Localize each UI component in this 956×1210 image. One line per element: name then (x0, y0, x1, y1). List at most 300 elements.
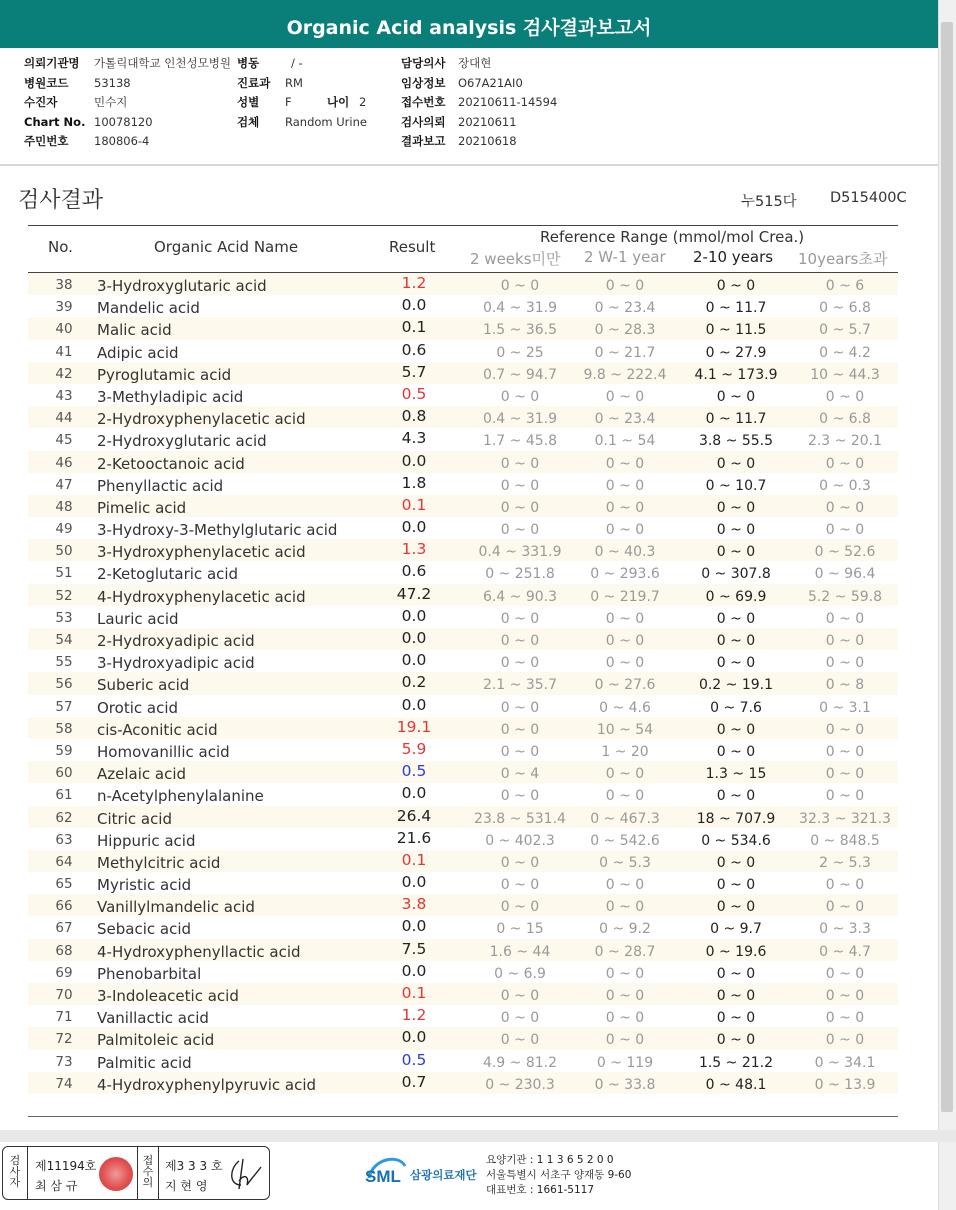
age-label: 나이 (327, 95, 350, 109)
row-range-2-10y: 0 ~ 0 (716, 965, 756, 982)
info-value: 20210618 (458, 134, 517, 148)
row-range-2w-1y: 0 ~ 0 (605, 877, 645, 894)
foundation-name: 삼광의료재단 (410, 1168, 477, 1182)
row-result: 0.0 (401, 917, 427, 936)
row-range-2w-1y: 1 ~ 20 (601, 743, 649, 760)
row-range-10y: 0 ~ 0 (825, 455, 865, 472)
scrollbar-thumb[interactable] (941, 22, 953, 1112)
row-range-10y: 0 ~ 0 (825, 899, 865, 916)
report-title-bar (0, 0, 938, 48)
patient-info-col2 (237, 54, 367, 132)
row-range-2-10y: 18 ~ 707.9 (696, 810, 776, 827)
row-no: 67 (55, 920, 73, 937)
table-row (28, 584, 898, 606)
table-row (28, 894, 898, 916)
row-acid-name: 3-Hydroxyphenylacetic acid (97, 543, 306, 562)
row-range-2weeks: 0 ~ 0 (500, 877, 540, 894)
row-range-2w-1y: 9.8 ~ 222.4 (583, 366, 667, 383)
row-range-2weeks: 1.5 ~ 36.5 (482, 322, 558, 339)
row-no: 62 (55, 809, 73, 826)
row-range-2w-1y: 0 ~ 542.6 (590, 832, 660, 849)
row-range-2w-1y: 0 ~ 4.6 (599, 699, 651, 716)
row-range-2w-1y: 0 ~ 0 (605, 788, 645, 805)
row-range-10y: 0 ~ 0 (825, 522, 865, 539)
table-row (28, 606, 898, 628)
row-acid-name: 3-Methyladipic acid (97, 387, 244, 406)
examiner-license: 제11194호 (35, 1159, 97, 1173)
row-result: 0.0 (401, 629, 427, 647)
row-no: 72 (55, 1031, 73, 1048)
info-value: 10078120 (94, 114, 153, 129)
info-label: 검체 (237, 114, 260, 129)
row-range-2w-1y: 0 ~ 0 (605, 899, 645, 916)
table-row (28, 783, 898, 805)
row-range-2weeks: 0 ~ 0 (500, 988, 540, 1004)
row-acid-name: Suberic acid (97, 676, 190, 695)
table-row (28, 428, 898, 450)
row-range-10y: 0 ~ 0 (825, 388, 865, 405)
age-value: 2 (359, 95, 367, 109)
row-acid-name: n-Acetylphenylalanine (97, 787, 264, 806)
info-value: / - (291, 56, 303, 70)
row-no: 65 (55, 876, 73, 893)
info-value: F (285, 95, 292, 109)
table-row (28, 872, 898, 894)
row-acid-name: 3-Indoleacetic acid (97, 987, 239, 1005)
row-range-2weeks: 0 ~ 0 (500, 699, 540, 716)
row-no: 47 (55, 476, 73, 493)
row-range-2w-1y: 0.1 ~ 54 (594, 433, 656, 450)
row-result: 47.2 (396, 584, 432, 603)
row-range-2w-1y: 0 ~ 27.6 (594, 677, 656, 694)
row-result: 0.5 (401, 1050, 427, 1069)
row-range-10y: 0 ~ 0.3 (819, 477, 871, 494)
row-range-2-10y: 0 ~ 11.5 (705, 322, 767, 339)
row-no: 57 (55, 698, 73, 715)
row-no: 64 (55, 853, 73, 870)
sign-divider (27, 1147, 28, 1199)
row-range-2w-1y: 0 ~ 28.3 (594, 322, 656, 339)
row-no: 44 (55, 410, 73, 427)
row-range-10y: 0 ~ 6.8 (819, 411, 871, 428)
table-row (28, 717, 898, 739)
row-no: 52 (55, 587, 73, 604)
table-row (28, 451, 898, 473)
row-range-2w-1y: 0 ~ 0 (605, 1010, 645, 1027)
header-range-2w-1y: 2 W-1 year (584, 248, 666, 266)
row-acid-name: cis-Aconitic acid (97, 720, 218, 739)
row-range-2w-1y: 0 ~ 0 (605, 766, 645, 783)
row-no: 54 (55, 632, 73, 648)
row-no: 53 (55, 609, 73, 626)
doctor-license: 제3 3 3 호 (165, 1159, 223, 1173)
row-range-2weeks: 4.9 ~ 81.2 (482, 1054, 558, 1071)
examiner-name: 최 삼 규 (35, 1179, 78, 1193)
row-range-2-10y: 0 ~ 0 (716, 788, 756, 805)
row-range-2weeks: 0 ~ 0 (500, 610, 540, 627)
row-range-2weeks: 0 ~ 0 (500, 743, 540, 760)
row-acid-name: Palmitic acid (97, 1053, 192, 1072)
row-range-10y: 2 ~ 5.3 (819, 854, 871, 871)
header-name: Organic Acid Name (154, 238, 299, 256)
row-no: 48 (55, 498, 73, 515)
row-no: 41 (55, 343, 73, 360)
test-code-korean: 누515다 (741, 194, 797, 210)
row-range-10y: 0 ~ 52.6 (814, 544, 876, 561)
row-result: 26.4 (396, 806, 432, 825)
patient-info-col3 (401, 54, 557, 152)
info-value: 민수지 (94, 95, 128, 109)
row-result: 0.0 (401, 1028, 427, 1047)
logo-text: SML (365, 1167, 401, 1186)
table-row (28, 539, 898, 561)
info-value: 53138 (94, 75, 131, 90)
row-range-2w-1y: 10 ~ 54 (596, 721, 654, 738)
row-result: 0.6 (401, 562, 427, 581)
row-range-2weeks: 0.4 ~ 31.9 (482, 411, 558, 428)
table-row (28, 295, 898, 317)
signer-vertical-label-1 (9, 1155, 21, 1188)
row-range-10y: 0 ~ 13.9 (814, 1076, 876, 1093)
row-no: 45 (55, 432, 73, 449)
row-range-2-10y: 0 ~ 0 (716, 522, 756, 539)
sign-divider (137, 1147, 138, 1199)
row-range-2w-1y: 0 ~ 9.2 (599, 921, 651, 938)
row-range-2-10y: 0 ~ 0 (716, 610, 756, 627)
signature-box (2, 1146, 270, 1200)
row-acid-name: Vanillactic acid (97, 1009, 209, 1028)
row-no: 69 (55, 964, 73, 981)
row-range-2w-1y: 0 ~ 0 (605, 655, 645, 672)
table-row (28, 672, 898, 694)
row-range-2-10y: 0 ~ 19.6 (705, 943, 767, 960)
header-range-2-10y: 2-10 years (693, 248, 774, 266)
row-result: 0.0 (401, 296, 427, 315)
row-range-10y: 0 ~ 96.4 (814, 566, 876, 583)
row-result: 1.3 (401, 540, 427, 559)
info-value: 20210611 (458, 114, 517, 129)
row-acid-name: 2-Ketoglutaric acid (97, 565, 239, 584)
row-acid-name: Sebacic acid (97, 920, 192, 939)
row-acid-name: 4-Hydroxyphenyllactic acid (97, 942, 301, 961)
row-no: 51 (55, 565, 73, 582)
info-value: O67A21AI0 (458, 75, 523, 90)
row-result: 0.8 (401, 407, 427, 426)
row-acid-name: Citric acid (97, 809, 172, 828)
row-acid-name: Orotic acid (97, 698, 179, 717)
info-value: Random Urine (285, 114, 367, 129)
row-acid-name: Palmitoleic acid (97, 1031, 215, 1050)
row-acid-name: Azelaic acid (97, 765, 187, 784)
row-acid-name: Methylcitric acid (97, 853, 221, 872)
row-range-10y: 0 ~ 0 (825, 610, 865, 627)
results-table-body (28, 273, 898, 1094)
row-acid-name: 3-Hydroxyadipic acid (97, 654, 255, 673)
row-range-2weeks: 0 ~ 402.3 (485, 832, 555, 849)
row-no: 49 (55, 521, 73, 538)
row-acid-name: Myristic acid (97, 876, 192, 895)
table-row (28, 983, 898, 1005)
row-range-2w-1y: 0 ~ 0 (605, 455, 645, 472)
row-range-2-10y: 0 ~ 0 (716, 721, 756, 738)
row-acid-name: Lauric acid (97, 609, 179, 628)
row-range-2w-1y: 0 ~ 0 (605, 965, 645, 982)
row-range-2w-1y: 0 ~ 119 (596, 1054, 654, 1071)
row-range-2weeks: 0 ~ 0 (500, 655, 540, 672)
row-range-2w-1y: 0 ~ 33.8 (594, 1076, 656, 1093)
footer-line: 요양기관 : 1 1 3 6 5 2 0 0 (486, 1154, 614, 1166)
row-result: 0.0 (401, 784, 427, 803)
table-row (28, 1027, 898, 1049)
table-row (28, 961, 898, 983)
row-no: 66 (55, 898, 73, 915)
row-range-10y: 0 ~ 8 (825, 677, 865, 694)
row-range-2-10y: 0 ~ 0 (716, 1010, 756, 1027)
row-acid-name: 3-Hydroxyglutaric acid (97, 277, 267, 295)
info-label: 주민번호 (24, 134, 69, 148)
row-range-2weeks: 0 ~ 230.3 (485, 1076, 555, 1093)
row-range-2w-1y: 0 ~ 23.4 (594, 300, 656, 317)
header-range-10y: 10years초과 (798, 250, 888, 268)
row-result: 5.7 (401, 362, 427, 381)
row-range-2weeks: 0 ~ 4 (500, 766, 540, 783)
info-label: 병원코드 (24, 75, 69, 90)
row-range-2weeks: 0.7 ~ 94.7 (482, 366, 558, 383)
table-row (28, 939, 898, 961)
row-range-2-10y: 0 ~ 7.6 (710, 699, 762, 716)
header-reference-range: Reference Range (mmol/mol Crea.) (540, 228, 805, 246)
row-acid-name: Phenyllactic acid (97, 476, 224, 495)
row-no: 55 (55, 654, 73, 671)
row-range-10y: 10 ~ 44.3 (810, 366, 880, 383)
row-range-2weeks: 0 ~ 0 (500, 278, 540, 294)
row-result: 0.0 (401, 961, 427, 980)
row-range-2-10y: 1.5 ~ 21.2 (698, 1054, 774, 1071)
row-acid-name: Pyroglutamic acid (97, 365, 232, 384)
vertical-char: 자 (9, 1176, 21, 1189)
row-range-10y: 0 ~ 0 (825, 1032, 865, 1049)
row-range-2-10y: 0 ~ 0 (716, 1032, 756, 1049)
info-label: 성별 (237, 95, 260, 109)
table-top-rule (28, 225, 898, 226)
row-range-2weeks: 2.1 ~ 35.7 (482, 677, 558, 694)
row-result: 1.8 (401, 473, 427, 492)
row-result: 0.1 (401, 495, 427, 514)
row-range-2w-1y: 0 ~ 0 (605, 522, 645, 539)
info-label: 수진자 (24, 95, 58, 109)
info-label: Chart No. (24, 114, 86, 129)
row-range-2-10y: 0 ~ 69.9 (705, 588, 767, 605)
row-result: 1.2 (401, 274, 427, 292)
info-label: 병동 (237, 56, 260, 70)
row-range-2w-1y: 0 ~ 0 (605, 633, 645, 649)
row-range-2weeks: 0 ~ 0 (500, 499, 540, 516)
table-row (28, 317, 898, 339)
row-range-10y: 5.2 ~ 59.8 (807, 588, 883, 605)
row-result: 0.6 (401, 340, 427, 359)
row-range-2-10y: 0 ~ 0 (716, 854, 756, 871)
row-no: 40 (55, 321, 73, 338)
row-result: 0.7 (401, 1072, 427, 1091)
row-range-2weeks: 0 ~ 0 (500, 522, 540, 539)
row-range-2w-1y: 0 ~ 0 (605, 388, 645, 405)
row-no: 46 (55, 454, 73, 471)
row-range-2weeks: 0 ~ 251.8 (485, 566, 555, 583)
doctor-name: 지 현 영 (165, 1179, 208, 1193)
row-acid-name: Pimelic acid (97, 498, 187, 517)
info-value: 20210611-14594 (458, 95, 558, 109)
row-no: 59 (55, 742, 73, 759)
row-range-2weeks: 0 ~ 25 (496, 344, 544, 361)
table-row (28, 695, 898, 717)
table-row (28, 495, 898, 517)
vertical-char: 사 (9, 1165, 21, 1178)
signer-vertical-label-2 (142, 1155, 154, 1188)
row-range-2weeks: 0 ~ 0 (500, 455, 540, 472)
row-range-2w-1y: 0 ~ 5.3 (599, 854, 651, 871)
row-range-2weeks: 0 ~ 0 (500, 1032, 540, 1049)
row-no: 73 (55, 1053, 73, 1070)
row-no: 68 (55, 942, 73, 959)
row-range-2-10y: 0 ~ 307.8 (701, 566, 771, 583)
table-header (28, 228, 898, 272)
row-range-10y: 0 ~ 3.1 (819, 699, 871, 716)
row-range-2weeks: 1.6 ~ 44 (489, 943, 551, 960)
row-range-2weeks: 0 ~ 6.9 (494, 965, 546, 982)
row-no: 61 (55, 787, 73, 804)
row-no: 71 (55, 1009, 73, 1026)
row-acid-name: Vanillylmandelic acid (97, 898, 255, 917)
sml-logo-icon (365, 1152, 409, 1192)
row-acid-name: 4-Hydroxyphenylacetic acid (97, 587, 306, 606)
row-range-10y: 0 ~ 0 (825, 743, 865, 760)
table-row (28, 384, 898, 406)
table-row (28, 916, 898, 938)
row-range-2weeks: 0 ~ 0 (500, 854, 540, 871)
row-no: 56 (55, 676, 73, 693)
row-range-2weeks: 0 ~ 0 (500, 633, 540, 649)
footer-line: 대표번호 : 1661-5117 (486, 1184, 595, 1196)
row-result: 0.1 (401, 984, 427, 1002)
header-divider (0, 164, 938, 166)
row-acid-name: Adipic acid (97, 343, 179, 362)
vertical-char: 수 (142, 1165, 154, 1178)
table-row (28, 650, 898, 672)
row-range-10y: 0 ~ 0 (825, 633, 865, 649)
row-result: 0.1 (401, 850, 427, 869)
table-row (28, 517, 898, 539)
row-range-10y: 0 ~ 5.7 (819, 322, 871, 339)
patient-info-col1 (24, 54, 231, 152)
row-result: 0.2 (401, 673, 427, 692)
row-range-10y: 0 ~ 0 (825, 655, 865, 672)
info-value: 장대현 (458, 56, 492, 70)
section-title: 검사결과 (18, 188, 104, 213)
row-range-2w-1y: 0 ~ 40.3 (594, 544, 656, 561)
info-value: RM (285, 75, 303, 90)
row-acid-name: 2-Hydroxyglutaric acid (97, 432, 267, 451)
footer-info (486, 1153, 631, 1198)
footer-line: 서울특별시 서초구 양재동 9-60 (486, 1169, 632, 1181)
row-range-10y: 0 ~ 3.3 (819, 921, 871, 938)
row-range-2-10y: 0 ~ 0 (716, 899, 756, 916)
row-range-2w-1y: 0 ~ 0 (605, 1032, 645, 1049)
table-row (28, 806, 898, 828)
row-result: 0.0 (401, 873, 427, 892)
row-range-2weeks: 0.4 ~ 331.9 (478, 544, 562, 561)
row-range-2weeks: 0.4 ~ 31.9 (482, 300, 558, 317)
row-no: 58 (55, 720, 73, 737)
row-range-2w-1y: 0 ~ 293.6 (590, 566, 660, 583)
row-range-10y: 0 ~ 4.2 (819, 344, 871, 361)
row-acid-name: 2-Ketooctanoic acid (97, 454, 245, 473)
row-acid-name: Mandelic acid (97, 299, 200, 318)
table-row (28, 406, 898, 428)
table-row (28, 1005, 898, 1027)
row-no: 50 (55, 543, 73, 560)
info-label: 결과보고 (401, 134, 446, 148)
sign-divider (158, 1147, 159, 1199)
row-range-10y: 0 ~ 0 (825, 499, 865, 516)
row-result: 5.9 (401, 739, 427, 758)
table-row (28, 850, 898, 872)
row-result: 0.0 (401, 606, 427, 625)
row-range-10y: 0 ~ 0 (825, 1010, 865, 1027)
row-range-2-10y: 0 ~ 9.7 (710, 921, 762, 938)
row-range-2w-1y: 0 ~ 219.7 (590, 588, 660, 605)
row-no: 42 (55, 365, 73, 382)
row-range-2-10y: 0 ~ 0 (716, 544, 756, 561)
row-acid-name: 4-Hydroxyphenylpyruvic acid (97, 1075, 317, 1094)
vertical-char: 검 (9, 1154, 21, 1167)
row-range-10y: 0 ~ 4.7 (819, 943, 871, 960)
row-range-2weeks: 23.8 ~ 531.4 (474, 810, 566, 827)
row-range-10y: 32.3 ~ 321.3 (799, 810, 891, 827)
row-range-2-10y: 0 ~ 48.1 (705, 1076, 767, 1093)
row-result: 7.5 (401, 939, 427, 958)
row-range-2weeks: 6.4 ~ 90.3 (482, 588, 558, 605)
table-bottom-rule (28, 1116, 898, 1117)
row-range-10y: 0 ~ 0 (825, 766, 865, 783)
row-range-2-10y: 0 ~ 0 (716, 655, 756, 672)
row-result: 19.1 (396, 717, 432, 736)
info-label: 의뢰기관명 (24, 56, 80, 70)
row-range-10y: 0 ~ 6 (825, 278, 865, 294)
row-range-2weeks: 0 ~ 0 (500, 721, 540, 738)
row-range-2w-1y: 0 ~ 21.7 (594, 344, 656, 361)
row-range-2-10y: 0 ~ 0 (716, 455, 756, 472)
row-acid-name: 3-Hydroxy-3-Methylglutaric acid (97, 521, 338, 540)
row-range-2-10y: 0 ~ 0 (716, 499, 756, 516)
row-acid-name: 2-Hydroxyphenylacetic acid (97, 410, 306, 429)
table-row (28, 739, 898, 761)
row-range-10y: 2.3 ~ 20.1 (807, 433, 883, 450)
info-label: 검사의뢰 (401, 114, 446, 129)
row-range-2weeks: 1.7 ~ 45.8 (482, 433, 558, 450)
info-label: 담당의사 (401, 56, 446, 70)
row-no: 74 (55, 1075, 73, 1092)
row-range-2-10y: 0 ~ 0 (716, 388, 756, 405)
row-result: 1.2 (401, 1006, 427, 1025)
row-acid-name: Homovanillic acid (97, 742, 230, 761)
row-range-2w-1y: 0 ~ 23.4 (594, 411, 656, 428)
row-range-2-10y: 0 ~ 27.9 (705, 344, 767, 361)
row-result: 0.5 (401, 384, 427, 403)
row-result: 0.0 (401, 451, 427, 470)
info-label: 임상정보 (401, 75, 446, 90)
info-label: 접수번호 (401, 95, 446, 109)
seal-stamp-icon (99, 1157, 133, 1191)
